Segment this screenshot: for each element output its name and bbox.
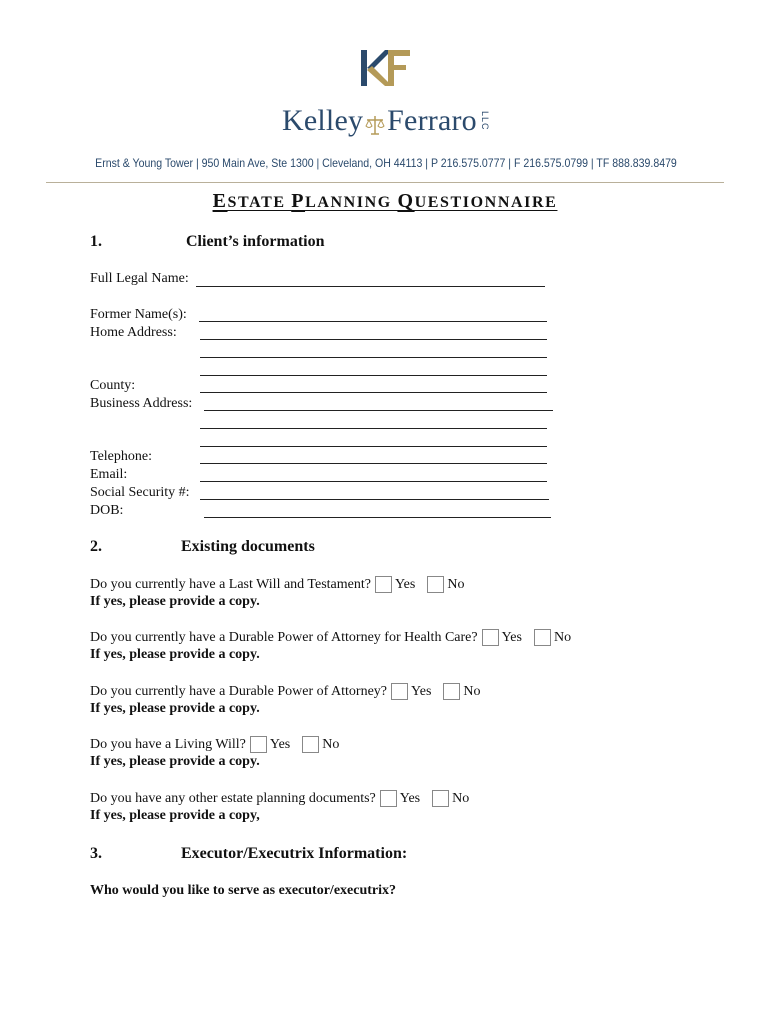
contact-line: Ernst & Young Tower | 950 Main Ave, Ste 1300 | Cleveland, OH 44113 | P 216.575.0777 | F 216.575.0799 | TF 888.839.8479 (95, 156, 677, 170)
living-will-yes-checkbox[interactable] (250, 736, 267, 753)
will-no-checkbox[interactable] (427, 576, 444, 593)
question-will-note: If yes, please provide a copy. (90, 594, 260, 609)
ssn-field[interactable] (200, 499, 549, 500)
business-address-field-3[interactable] (200, 446, 547, 447)
business-address-field-2[interactable] (200, 428, 547, 429)
brand-wordmark (282, 104, 492, 138)
home-address-field-1[interactable] (200, 339, 547, 340)
executor-question: Who would you like to serve as executor/executrix? (90, 883, 397, 898)
ssn-label: Social Security #: (90, 485, 190, 500)
question-will: Do you currently have a Last Will and Testament? Yes No (90, 576, 465, 592)
full-name-field[interactable] (196, 286, 545, 287)
county-label: County: (90, 378, 136, 393)
poa-yes-checkbox[interactable] (391, 683, 408, 700)
dob-label: DOB: (90, 503, 124, 518)
brand-suffix: LLC (479, 111, 490, 131)
kf-logo-mark (355, 46, 417, 90)
business-address-label: Business Address: (90, 396, 193, 411)
former-names-label: Former Name(s): (90, 307, 187, 322)
section-1-number: 1. (90, 233, 102, 250)
page-title: ESTATE PLANNING QUESTIONNAIRE (212, 190, 558, 212)
brand-right: Ferraro (387, 104, 477, 137)
question-poa: Do you currently have a Durable Power of Attorney? Yes No (90, 683, 481, 699)
telephone-label: Telephone: (90, 449, 152, 464)
living-will-no-checkbox[interactable] (302, 736, 319, 753)
other-docs-no-checkbox[interactable] (432, 790, 449, 807)
question-poa-note: If yes, please provide a copy. (90, 701, 260, 716)
home-address-field-3[interactable] (200, 375, 547, 376)
question-other-docs-note: If yes, please provide a copy, (90, 808, 260, 823)
former-names-field[interactable] (199, 321, 547, 322)
business-address-field-1[interactable] (204, 410, 553, 411)
section-2-title: Existing documents (181, 538, 315, 555)
other-docs-yes-checkbox[interactable] (380, 790, 397, 807)
header-divider (46, 182, 724, 183)
telephone-field[interactable] (200, 463, 547, 464)
will-yes-checkbox[interactable] (375, 576, 392, 593)
question-poa-health-note: If yes, please provide a copy. (90, 647, 260, 662)
scales-icon (365, 110, 385, 132)
home-address-field-2[interactable] (200, 357, 547, 358)
question-poa-health: Do you currently have a Durable Power of Attorney for Health Care? Yes No (90, 629, 572, 645)
email-label: Email: (90, 467, 128, 482)
question-living-will-note: If yes, please provide a copy. (90, 754, 260, 769)
full-name-label: Full Legal Name: (90, 271, 189, 286)
section-3-title: Executor/Executrix Information: (181, 845, 408, 862)
poa-no-checkbox[interactable] (443, 683, 460, 700)
section-1-title: Client’s information (186, 233, 325, 250)
email-field[interactable] (200, 481, 547, 482)
section-2-number: 2. (90, 538, 102, 555)
question-other-docs: Do you have any other estate planning documents? Yes No (90, 790, 470, 806)
county-field[interactable] (200, 392, 547, 393)
brand-left: Kelley (282, 104, 364, 137)
home-address-label: Home Address: (90, 325, 177, 340)
poa-health-no-checkbox[interactable] (534, 629, 551, 646)
question-living-will: Do you have a Living Will? Yes No (90, 736, 340, 752)
dob-field[interactable] (204, 517, 551, 518)
section-3-number: 3. (90, 845, 102, 862)
poa-health-yes-checkbox[interactable] (482, 629, 499, 646)
